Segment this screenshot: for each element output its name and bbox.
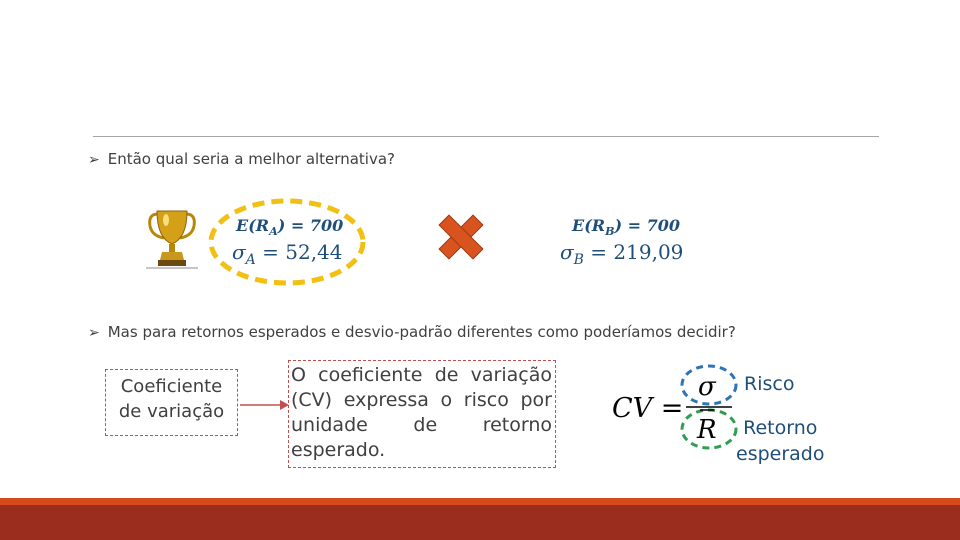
cv-numerator: σ xyxy=(698,372,716,402)
red-x-icon xyxy=(436,212,486,262)
risk-label: Risco xyxy=(744,373,795,395)
title-divider xyxy=(93,136,879,137)
expected-return-b: $E(R_B) = 700$ xyxy=(572,216,681,239)
footer-band xyxy=(0,505,960,540)
cv-lhs: CV = xyxy=(612,393,684,424)
term-box xyxy=(105,369,238,436)
definition-box: O coeficiente de variação (CV) expressa o risco por unidade de retorno esperado. xyxy=(288,360,556,468)
bullet-follow-up xyxy=(88,323,736,341)
arrow-bullet-icon: ➢ xyxy=(88,152,100,168)
bullet-question xyxy=(88,150,395,168)
term-line-2: de variação xyxy=(118,401,225,422)
follow-up-text: Mas para retornos esperados e desvio-padrão diferentes como poderíamos decidir? xyxy=(107,323,736,341)
expected-return-a: $E(R_A) = 700$ xyxy=(236,216,344,239)
cv-denominator: R xyxy=(697,415,717,445)
std-dev-a: $\sigma_A = 52,44$ xyxy=(232,240,343,268)
return-label: Retorno esperado xyxy=(736,417,825,465)
std-dev-b: $\sigma_B = 219,09$ xyxy=(560,240,684,268)
arrow-bullet-icon: ➢ xyxy=(88,325,100,341)
trophy-icon xyxy=(146,208,198,270)
footer-accent xyxy=(0,498,960,505)
question-text: Então qual seria a melhor alternativa? xyxy=(107,150,395,168)
connector-arrow-icon xyxy=(240,398,290,412)
term-line-1: Coeficiente xyxy=(120,376,223,397)
